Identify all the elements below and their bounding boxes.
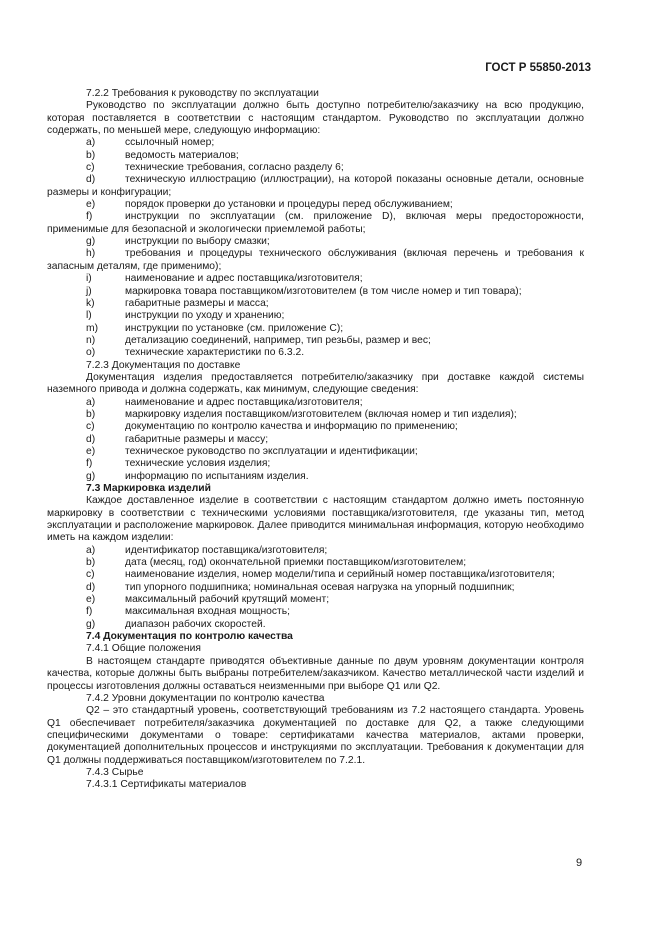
- list-item: [47, 434, 584, 446]
- list-item-text: документацию по контролю качества и информацию по применению;: [125, 421, 458, 433]
- list-item-text: наименование и адрес поставщика/изготовителя;: [125, 273, 363, 285]
- list-item-label: g): [86, 618, 96, 630]
- list-item-text: порядок проверки до установки и процедуры перед обслуживанием;: [125, 199, 453, 211]
- list-item-label: a): [86, 137, 96, 149]
- section-heading: 7.2.2 Требования к руководству по эксплуатации: [86, 88, 319, 99]
- list-item-text: инструкции по выбору смазки;: [125, 236, 270, 248]
- list-item-text: маркировку изделия поставщиком/изготовителем (включая номер и тип изделия);: [125, 408, 517, 420]
- list-item: [47, 471, 584, 483]
- list-item-text: технические характеристики по 6.3.2.: [125, 347, 305, 359]
- list-item-text: инструкции по уходу и хранению;: [125, 310, 285, 322]
- list-item-label: k): [86, 297, 95, 309]
- list-item-label: g): [86, 236, 96, 248]
- list-item: [47, 335, 584, 347]
- list-item-text: габаритные размеры и массу;: [125, 433, 269, 445]
- list-item: [47, 310, 584, 322]
- list-item: [47, 137, 584, 149]
- list-item-text: габаритные размеры и масса;: [125, 297, 269, 309]
- list-item: [47, 582, 584, 594]
- list-item-label: b): [86, 408, 96, 420]
- list-item-text: инструкции по эксплуатации (см. приложение D), включая меры предосторожности, применимые для безопасной и экологически приемлемой работы;: [47, 211, 584, 235]
- list-item: [47, 594, 584, 606]
- list-item: [47, 545, 584, 557]
- section-heading: 7.4.1 Общие положения: [86, 643, 201, 655]
- list-item-text: маркировка товара поставщиком/изготовителем (в том числе номер и тип товара);: [125, 285, 522, 297]
- paragraph: Документация изделия предоставляется потребителю/заказчику при доставке каждой системы наземного привода и должна содержать, как минимум, следующие сведения:: [47, 371, 584, 396]
- list-item-label: h): [86, 248, 96, 260]
- list-item-text: диапазон рабочих скоростей.: [125, 618, 266, 630]
- standard-header: ГОСТ Р 55850-2013: [485, 62, 591, 74]
- list-item-label: b): [86, 149, 96, 161]
- list-item-label: a): [86, 396, 96, 408]
- list-item-text: техническую иллюстрацию (иллюстрации), на которой показаны основные детали, основные размеры и конфигурации;: [47, 174, 584, 198]
- section-heading: 7.2.3 Документация по доставке: [86, 359, 241, 371]
- list-item-label: m): [86, 322, 99, 334]
- list-item-text: техническое руководство по эксплуатации и идентификации;: [125, 445, 418, 457]
- list-item-label: e): [86, 199, 96, 211]
- list-item: [47, 211, 584, 236]
- list-item-label: c): [86, 162, 95, 174]
- list-item-label: f): [86, 211, 93, 223]
- list-item: [47, 619, 584, 631]
- list-item: [47, 347, 584, 359]
- section-heading: 7.4.3.1 Сертификаты материалов: [86, 779, 247, 791]
- paragraph: Каждое доставленное изделие в соответствии с настоящим стандартом должно иметь постоянную маркировку в соответствии с техническими условиями поставщика/изготовителя, где указаны тип, метод эксплуатации и расположение маркировок. Далее приводится минимальная информация, которую необходимо иметь на каждом изделии:: [47, 495, 584, 544]
- list-item-label: d): [86, 581, 96, 593]
- list-item-text: идентификатор поставщика/изготовителя;: [125, 544, 328, 556]
- list-item: [47, 174, 584, 199]
- list-item: [47, 248, 584, 273]
- list-item: [47, 150, 584, 162]
- list-item: [47, 606, 584, 618]
- list-item-label: o): [86, 347, 96, 359]
- list-item: [47, 557, 584, 569]
- list-item-text: тип упорного подшипника; номинальная осевая нагрузка на упорный подшипник;: [125, 581, 515, 593]
- list-item-label: b): [86, 557, 96, 569]
- list-item: [47, 199, 584, 211]
- list-item-text: требования и процедуры технического обслуживания (включая перечень и требования к запасным деталям, где применимо);: [47, 248, 584, 272]
- list-item-text: дата (месяц, год) окончательной приемки поставщиком/изготовителем;: [125, 557, 467, 569]
- list-item-text: детализацию соединений, например, тип резьбы, размер и вес;: [125, 334, 431, 346]
- list-item-label: c): [86, 569, 95, 581]
- list-item-label: e): [86, 445, 96, 457]
- list-item-text: максимальный рабочий крутящий момент;: [125, 594, 330, 606]
- paragraph: Q2 – это стандартный уровень, соответствующий требованиям из 7.2 настоящего стандарта. Уровень Q1 обеспечивает потребителя/заказчика документацией по доставке для Q2, а также следующими специфическими документами о товаре: сертификатами качества материалов, актами проверки, документацией дополнительных процессов и инструкциями по эксплуатации. Требования к документации для Q1 должны поддерживаться поставщиком/изготовителем по 7.2.1.: [47, 705, 584, 766]
- list-item: [47, 446, 584, 458]
- list-item-text: инструкции по установке (см. приложение С);: [125, 322, 344, 334]
- list-item: [47, 323, 584, 335]
- list-item-label: i): [86, 273, 92, 285]
- list-item-label: j): [86, 285, 92, 297]
- list-item: [47, 421, 584, 433]
- list-item-text: технические требования, согласно разделу 6;: [125, 162, 344, 174]
- list-item-label: d): [86, 174, 96, 186]
- list-item: [47, 273, 584, 285]
- list-item-label: f): [86, 606, 93, 618]
- paragraph: Руководство по эксплуатации должно быть доступно потребителю/заказчику на всю продукцию, которая поставляется в соответствии с настоящим стандартом. Руководство по эксплуатации должно содержать, по меньшей мере, следующую информацию:: [47, 100, 584, 137]
- list-item-label: l): [86, 310, 92, 322]
- list-item-label: d): [86, 433, 96, 445]
- list-item-label: n): [86, 334, 96, 346]
- list-item-label: f): [86, 458, 93, 470]
- section-heading: 7.4 Документация по контролю качества: [86, 631, 293, 643]
- list-item-text: максимальная входная мощность;: [125, 606, 290, 618]
- list-item-label: a): [86, 544, 96, 556]
- list-item-label: c): [86, 421, 95, 433]
- list-item: [47, 236, 584, 248]
- list-item: [47, 286, 584, 298]
- list-item: [47, 397, 584, 409]
- paragraph: В настоящем стандарте приводятся объективные данные по двум уровням документации контроля качества, которые должны быть выбраны потребителем/заказчиком. Качество металлической части изделий и процессы изготовления должны оставаться неизменными при выборе Q1 или Q2.: [47, 655, 584, 692]
- list-item: [47, 162, 584, 174]
- list-item-text: технические условия изделия;: [125, 458, 271, 470]
- list-item-text: наименование изделия, номер модели/типа и серийный номер поставщика/изготовителя;: [125, 569, 555, 581]
- list-item-label: e): [86, 594, 96, 606]
- list-item: [47, 409, 584, 421]
- section-heading: 7.4.3 Сырье: [86, 766, 144, 778]
- list-item: [47, 458, 584, 470]
- document-body: [47, 88, 584, 792]
- section-heading: 7.4.2 Уровни документации по контролю качества: [86, 692, 325, 704]
- list-item-text: ссылочный номер;: [125, 137, 215, 149]
- page-number: 9: [576, 857, 583, 869]
- list-item: [47, 569, 584, 581]
- list-item-text: информацию по испытаниям изделия.: [125, 470, 309, 482]
- list-item-text: ведомость материалов;: [125, 149, 239, 161]
- list-item: [47, 298, 584, 310]
- list-item-label: g): [86, 470, 96, 482]
- list-item-text: наименование и адрес поставщика/изготовителя;: [125, 396, 363, 408]
- section-heading: 7.3 Маркировка изделий: [86, 483, 211, 494]
